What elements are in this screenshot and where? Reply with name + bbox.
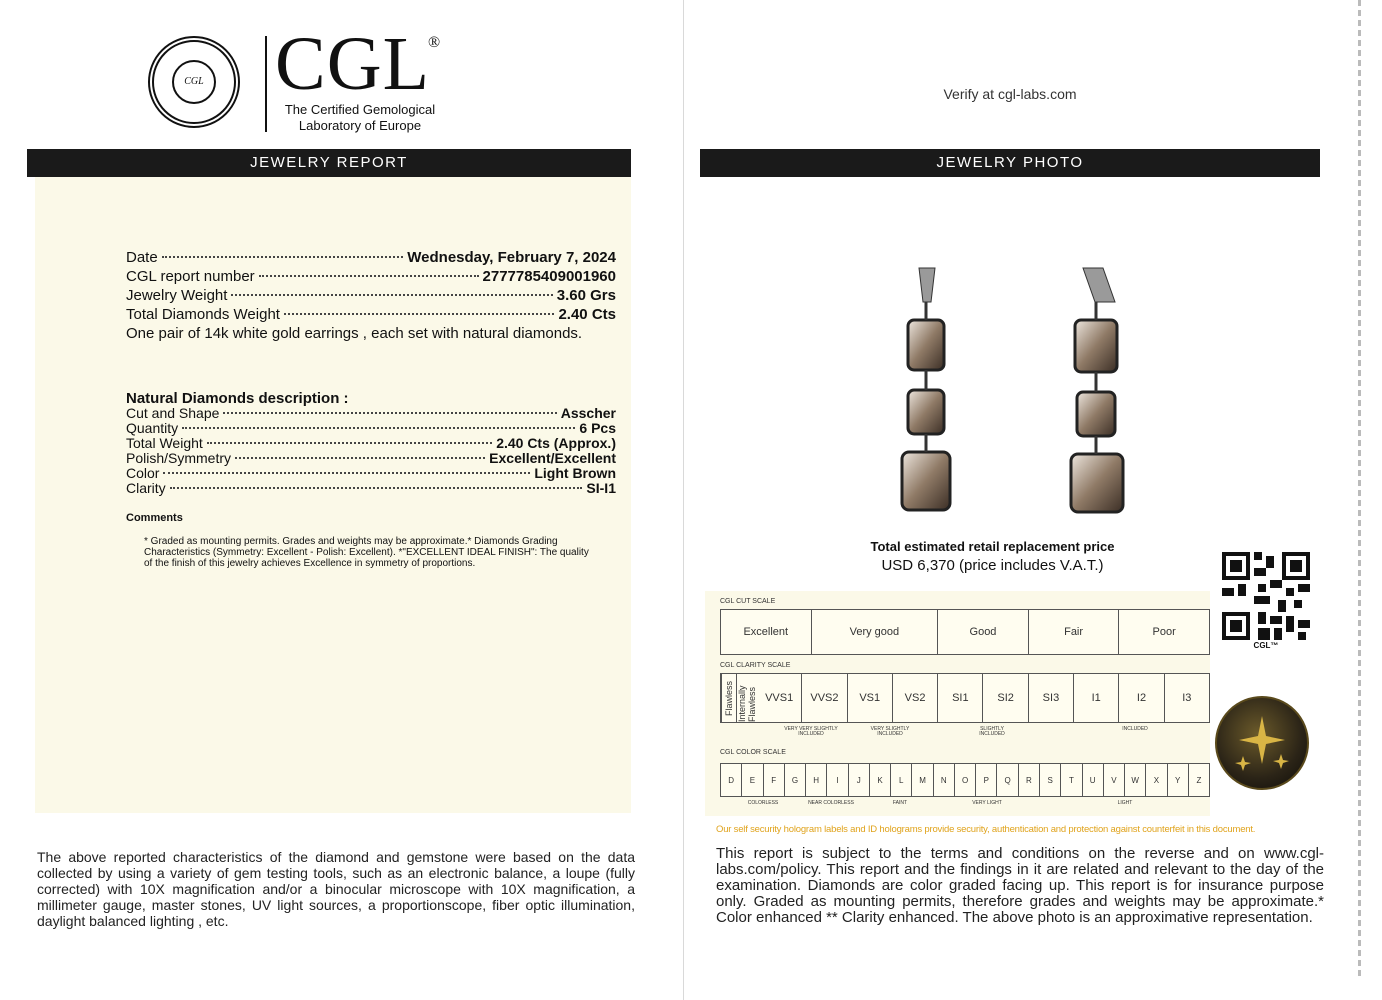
color-note: COLORLESS — [747, 800, 779, 806]
color-note: FAINT — [892, 800, 908, 806]
color-grade: P — [976, 764, 997, 796]
color-grade: E — [742, 764, 763, 796]
color-scale — [720, 763, 1210, 797]
color-grade: T — [1061, 764, 1082, 796]
clarity-grade: SI1 — [938, 674, 983, 722]
qr-code-icon[interactable] — [1222, 552, 1310, 640]
clarity-grade: SI2 — [983, 674, 1028, 722]
grading-scales-panel — [705, 591, 1210, 816]
field-report-number — [126, 268, 616, 286]
field-value: 2777785409001960 — [482, 268, 616, 285]
right-earring — [1071, 268, 1123, 512]
color-grade: F — [764, 764, 785, 796]
clarity-scale — [720, 673, 1210, 723]
field-date — [126, 249, 616, 267]
field-value: Excellent/Excellent — [489, 450, 616, 466]
field-label: Total Weight — [126, 435, 203, 451]
clarity-note: VERY VERY SLIGHTLY INCLUDED — [784, 726, 838, 737]
brand-wordmark: CGL — [275, 22, 430, 106]
field-value: Asscher — [560, 405, 616, 421]
field-label: Jewelry Weight — [126, 287, 228, 304]
field-value: Wednesday, February 7, 2024 — [407, 249, 616, 266]
methodology-note: The above reported characteristics of the diamond and gemstone were based on the data collected by using a variety of gem testing tools, such as an electronic balance, a loupe (fully corrected) with 10X magnification and/or a binocular microscope with 10X magnification, a millimeter gauge, master stones, UV light sources, a proportionscope, fiber optic illumination, daylight balanced lighting , etc. — [37, 849, 635, 929]
terms-notice: This report is subject to the terms and conditions on the reverse and on www.cgl-labs.com/policy. This report and the findings in it are related and relevant to the day of the examination. Diamonds are color graded facing up. This report is for insurance purpose only. Graded as mounting permits, therefore grades and weights may be approximate.* Color enhanced ** Clarity enhanced. The above photo is an approximative representation. — [716, 845, 1324, 926]
clarity-grade: Flawless — [721, 674, 736, 722]
color-grade: K — [870, 764, 891, 796]
nd-cut-shape — [126, 406, 616, 421]
field-value: 2.40 Cts (Approx.) — [496, 435, 616, 451]
price-value: USD 6,370 (price includes V.A.T.) — [881, 557, 1104, 574]
color-grade: O — [955, 764, 976, 796]
comments-text: * Graded as mounting permits. Grades and weights may be approximate.* Diamonds Grading Characteristics (Symmetry: Excellent - Polish: Excellent). *"EXCELLENT IDEAL FINISH": The quality of the finish of this jewelry achieves Excellence in symmetry of proportions. — [144, 536, 589, 569]
cgl-seal-logo — [148, 36, 240, 128]
nd-total-weight — [126, 436, 616, 451]
tagline-line-2: Laboratory of Europe — [298, 118, 422, 133]
registered-mark: ® — [428, 34, 441, 51]
clarity-scale-title: CGL CLARITY SCALE — [720, 662, 791, 669]
report-header: JEWELRY REPORT — [27, 149, 631, 177]
clarity-grade: VVS1 — [757, 674, 802, 722]
color-grade: X — [1146, 764, 1167, 796]
color-grade: L — [891, 764, 912, 796]
color-note: VERY LIGHT — [972, 800, 1002, 806]
nd-clarity — [126, 481, 616, 496]
field-value: 2.40 Cts — [558, 306, 616, 323]
clarity-grade: Internally Flawless — [736, 674, 757, 722]
field-label: CGL report number — [126, 268, 255, 285]
brand-tagline — [275, 102, 445, 134]
photo-header: JEWELRY PHOTO — [700, 149, 1320, 177]
color-grade: U — [1083, 764, 1104, 796]
clarity-grade: VS2 — [893, 674, 938, 722]
color-grade: Q — [997, 764, 1018, 796]
hologram-seal-icon — [1215, 696, 1309, 790]
color-note: LIGHT — [1117, 800, 1133, 806]
field-value: Light Brown — [534, 465, 616, 481]
cut-scale — [720, 609, 1210, 655]
qr-label: CGL™ — [1253, 641, 1279, 650]
color-scale-title: CGL COLOR SCALE — [720, 749, 786, 756]
color-grade: R — [1019, 764, 1040, 796]
cut-grade: Good — [938, 610, 1029, 654]
clarity-grade: I3 — [1182, 692, 1192, 704]
cut-grade: Poor — [1152, 625, 1176, 638]
clarity-note: SLIGHTLY INCLUDED — [979, 726, 1005, 737]
comments-title: Comments — [126, 512, 183, 524]
clarity-note: VERY SLIGHTLY INCLUDED — [870, 726, 910, 737]
cut-scale-title: CGL CUT SCALE — [720, 598, 776, 605]
color-note: NEAR COLORLESS — [808, 800, 854, 806]
left-earring — [902, 268, 950, 510]
color-grade: W — [1125, 764, 1146, 796]
color-grade: H — [806, 764, 827, 796]
page-fold — [683, 0, 684, 1000]
cut-grade: Fair — [1029, 610, 1120, 654]
color-grade: Z — [1196, 775, 1202, 785]
clarity-grade: SI3 — [1029, 674, 1074, 722]
color-grade: Y — [1168, 764, 1189, 796]
field-label: Quantity — [126, 420, 179, 436]
field-label: Date — [126, 249, 158, 266]
natural-diamonds-title: Natural Diamonds description : — [126, 390, 349, 407]
clarity-grade: VVS2 — [802, 674, 847, 722]
color-grade: N — [934, 764, 955, 796]
seal-text: CGL — [184, 76, 204, 87]
field-value: 6 Pcs — [579, 420, 616, 436]
field-jewelry-weight — [126, 287, 616, 305]
security-notice: Our self security hologram labels and ID holograms provide security, authentication and protection against counterfeit in this document. — [716, 824, 1256, 835]
clarity-grade: I1 — [1074, 674, 1119, 722]
price-title: Total estimated retail replacement price — [870, 539, 1115, 554]
color-grade: I — [827, 764, 848, 796]
field-label: Cut and Shape — [126, 405, 220, 421]
color-grade: M — [912, 764, 933, 796]
jewelry-description: One pair of 14k white gold earrings , each set with natural diamonds. — [126, 325, 583, 342]
nd-polish-symmetry — [126, 451, 616, 466]
cut-grade: Very good — [812, 610, 939, 654]
nd-quantity — [126, 421, 616, 436]
logo-divider — [265, 36, 267, 132]
tagline-line-1: The Certified Gemological — [284, 102, 436, 117]
color-grade: S — [1040, 764, 1061, 796]
field-label: Total Diamonds Weight — [126, 306, 280, 323]
color-grade: D — [721, 764, 742, 796]
color-grade: V — [1104, 764, 1125, 796]
field-label: Color — [126, 465, 160, 481]
nd-color — [126, 466, 616, 481]
verify-link[interactable]: Verify at cgl-labs.com — [943, 86, 1077, 102]
field-total-diamonds-weight — [126, 306, 616, 324]
color-grade: G — [785, 764, 806, 796]
field-value: 3.60 Grs — [556, 287, 616, 304]
cut-grade: Excellent — [721, 610, 812, 654]
field-value: SI-I1 — [586, 480, 616, 496]
clarity-grade: VS1 — [848, 674, 893, 722]
clarity-grade: I2 — [1119, 674, 1164, 722]
clarity-note: INCLUDED — [1122, 726, 1148, 732]
field-label: Clarity — [126, 480, 166, 496]
field-label: Polish/Symmetry — [126, 450, 232, 466]
perforated-edge — [1358, 0, 1361, 980]
earrings-photo — [850, 262, 1150, 520]
color-grade: J — [849, 764, 870, 796]
